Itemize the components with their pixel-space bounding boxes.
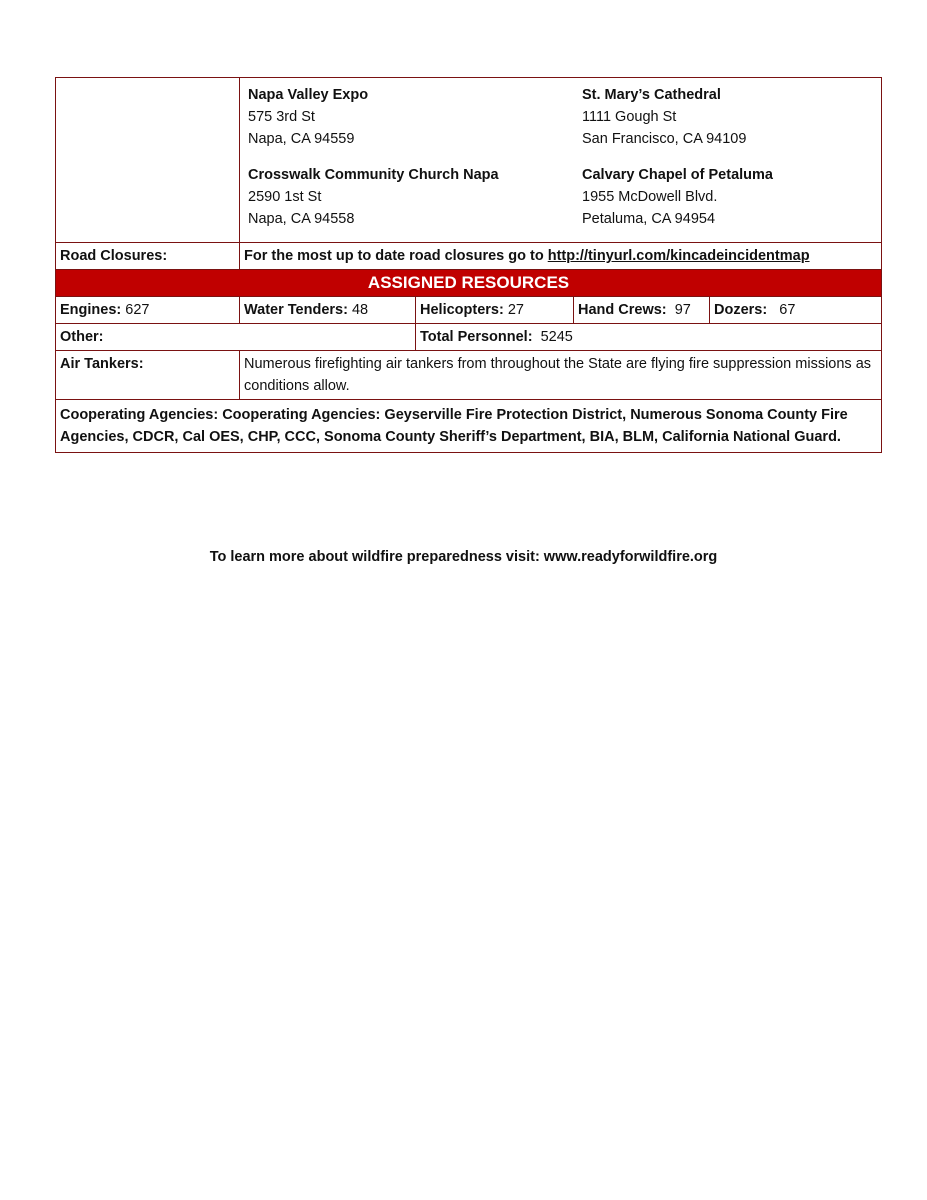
road-closures-text: For the most up to date road closures go to: [244, 248, 548, 264]
helicopters-label: Helicopters:: [420, 302, 504, 318]
dozers-label: Dozers:: [714, 302, 768, 318]
shelter-city: San Francisco, CA 94109: [582, 131, 747, 147]
shelter-street: 575 3rd St: [248, 109, 315, 125]
personnel-row: [56, 324, 882, 351]
road-closures-row: [56, 243, 882, 270]
total-personnel-cell: [416, 324, 882, 351]
cooperating-agencies-text: Cooperating Agencies: Cooperating Agencies: Geyserville Fire Protection District, Numerous Sonoma County Fire Agencies, CDCR, Cal OES, CHP, CCC, Sonoma County Sheriff’s Department, BIA, BLM, California National Guard.: [56, 400, 882, 453]
assigned-resources-header-row: [56, 270, 882, 297]
air-tankers-label: Air Tankers:: [56, 351, 240, 400]
shelter-napa-valley-expo: [248, 84, 582, 150]
shelter-crosswalk-church: [248, 164, 582, 230]
assigned-resources-header: ASSIGNED RESOURCES: [56, 270, 882, 297]
shelters-label-cell: [56, 78, 240, 243]
water-tenders-label: Water Tenders:: [244, 302, 348, 318]
resource-counts-row: [56, 297, 882, 324]
helicopters-value: 27: [503, 302, 524, 318]
shelter-street: 1111 Gough St: [582, 109, 677, 125]
road-closures-link[interactable]: http://tinyurl.com/kincadeincidentmap: [547, 248, 810, 264]
road-closures-cell: [240, 243, 882, 270]
preparedness-footer: To learn more about wildfire preparedness visit: www.readyforwildfire.org: [209, 549, 718, 565]
engines-cell: [56, 297, 240, 324]
engines-value: 627: [121, 302, 150, 318]
shelter-street: 1955 McDowell Blvd.: [582, 189, 718, 205]
air-tankers-text: Numerous firefighting air tankers from throughout the State are flying fire suppression missions as conditions allow.: [240, 351, 882, 400]
hand-crews-label: Hand Crews:: [578, 302, 667, 318]
engines-label: Engines:: [60, 302, 122, 318]
water-tenders-cell: [240, 297, 416, 324]
hand-crews-cell: [574, 297, 710, 324]
shelters-row: [56, 78, 882, 243]
shelter-city: Petaluma, CA 94954: [582, 211, 716, 227]
shelter-name: Crosswalk Community Church Napa: [248, 167, 499, 183]
shelter-calvary-chapel: [582, 164, 873, 230]
shelter-city: Napa, CA 94559: [248, 131, 355, 147]
incident-fact-table: [55, 77, 882, 453]
dozers-cell: [710, 297, 882, 324]
cooperating-agencies-row: [56, 400, 882, 453]
helicopters-cell: [416, 297, 574, 324]
hand-crews-value: 97: [666, 302, 691, 318]
shelter-st-marys-cathedral: [582, 84, 873, 150]
shelter-street: 2590 1st St: [248, 189, 322, 205]
air-tankers-row: [56, 351, 882, 400]
water-tenders-value: 48: [347, 302, 369, 318]
total-personnel-value: 5245: [532, 329, 573, 345]
shelters-cell: [240, 78, 882, 243]
shelter-city: Napa, CA 94558: [248, 211, 355, 227]
shelter-name: Calvary Chapel of Petaluma: [582, 167, 773, 183]
total-personnel-label: Total Personnel:: [420, 329, 533, 345]
road-closures-label: Road Closures:: [56, 243, 240, 270]
dozers-value: 67: [767, 302, 796, 318]
shelter-name: St. Mary’s Cathedral: [582, 87, 721, 103]
shelter-list: [248, 84, 873, 230]
shelter-name: Napa Valley Expo: [248, 87, 369, 103]
other-label: Other:: [56, 324, 416, 351]
